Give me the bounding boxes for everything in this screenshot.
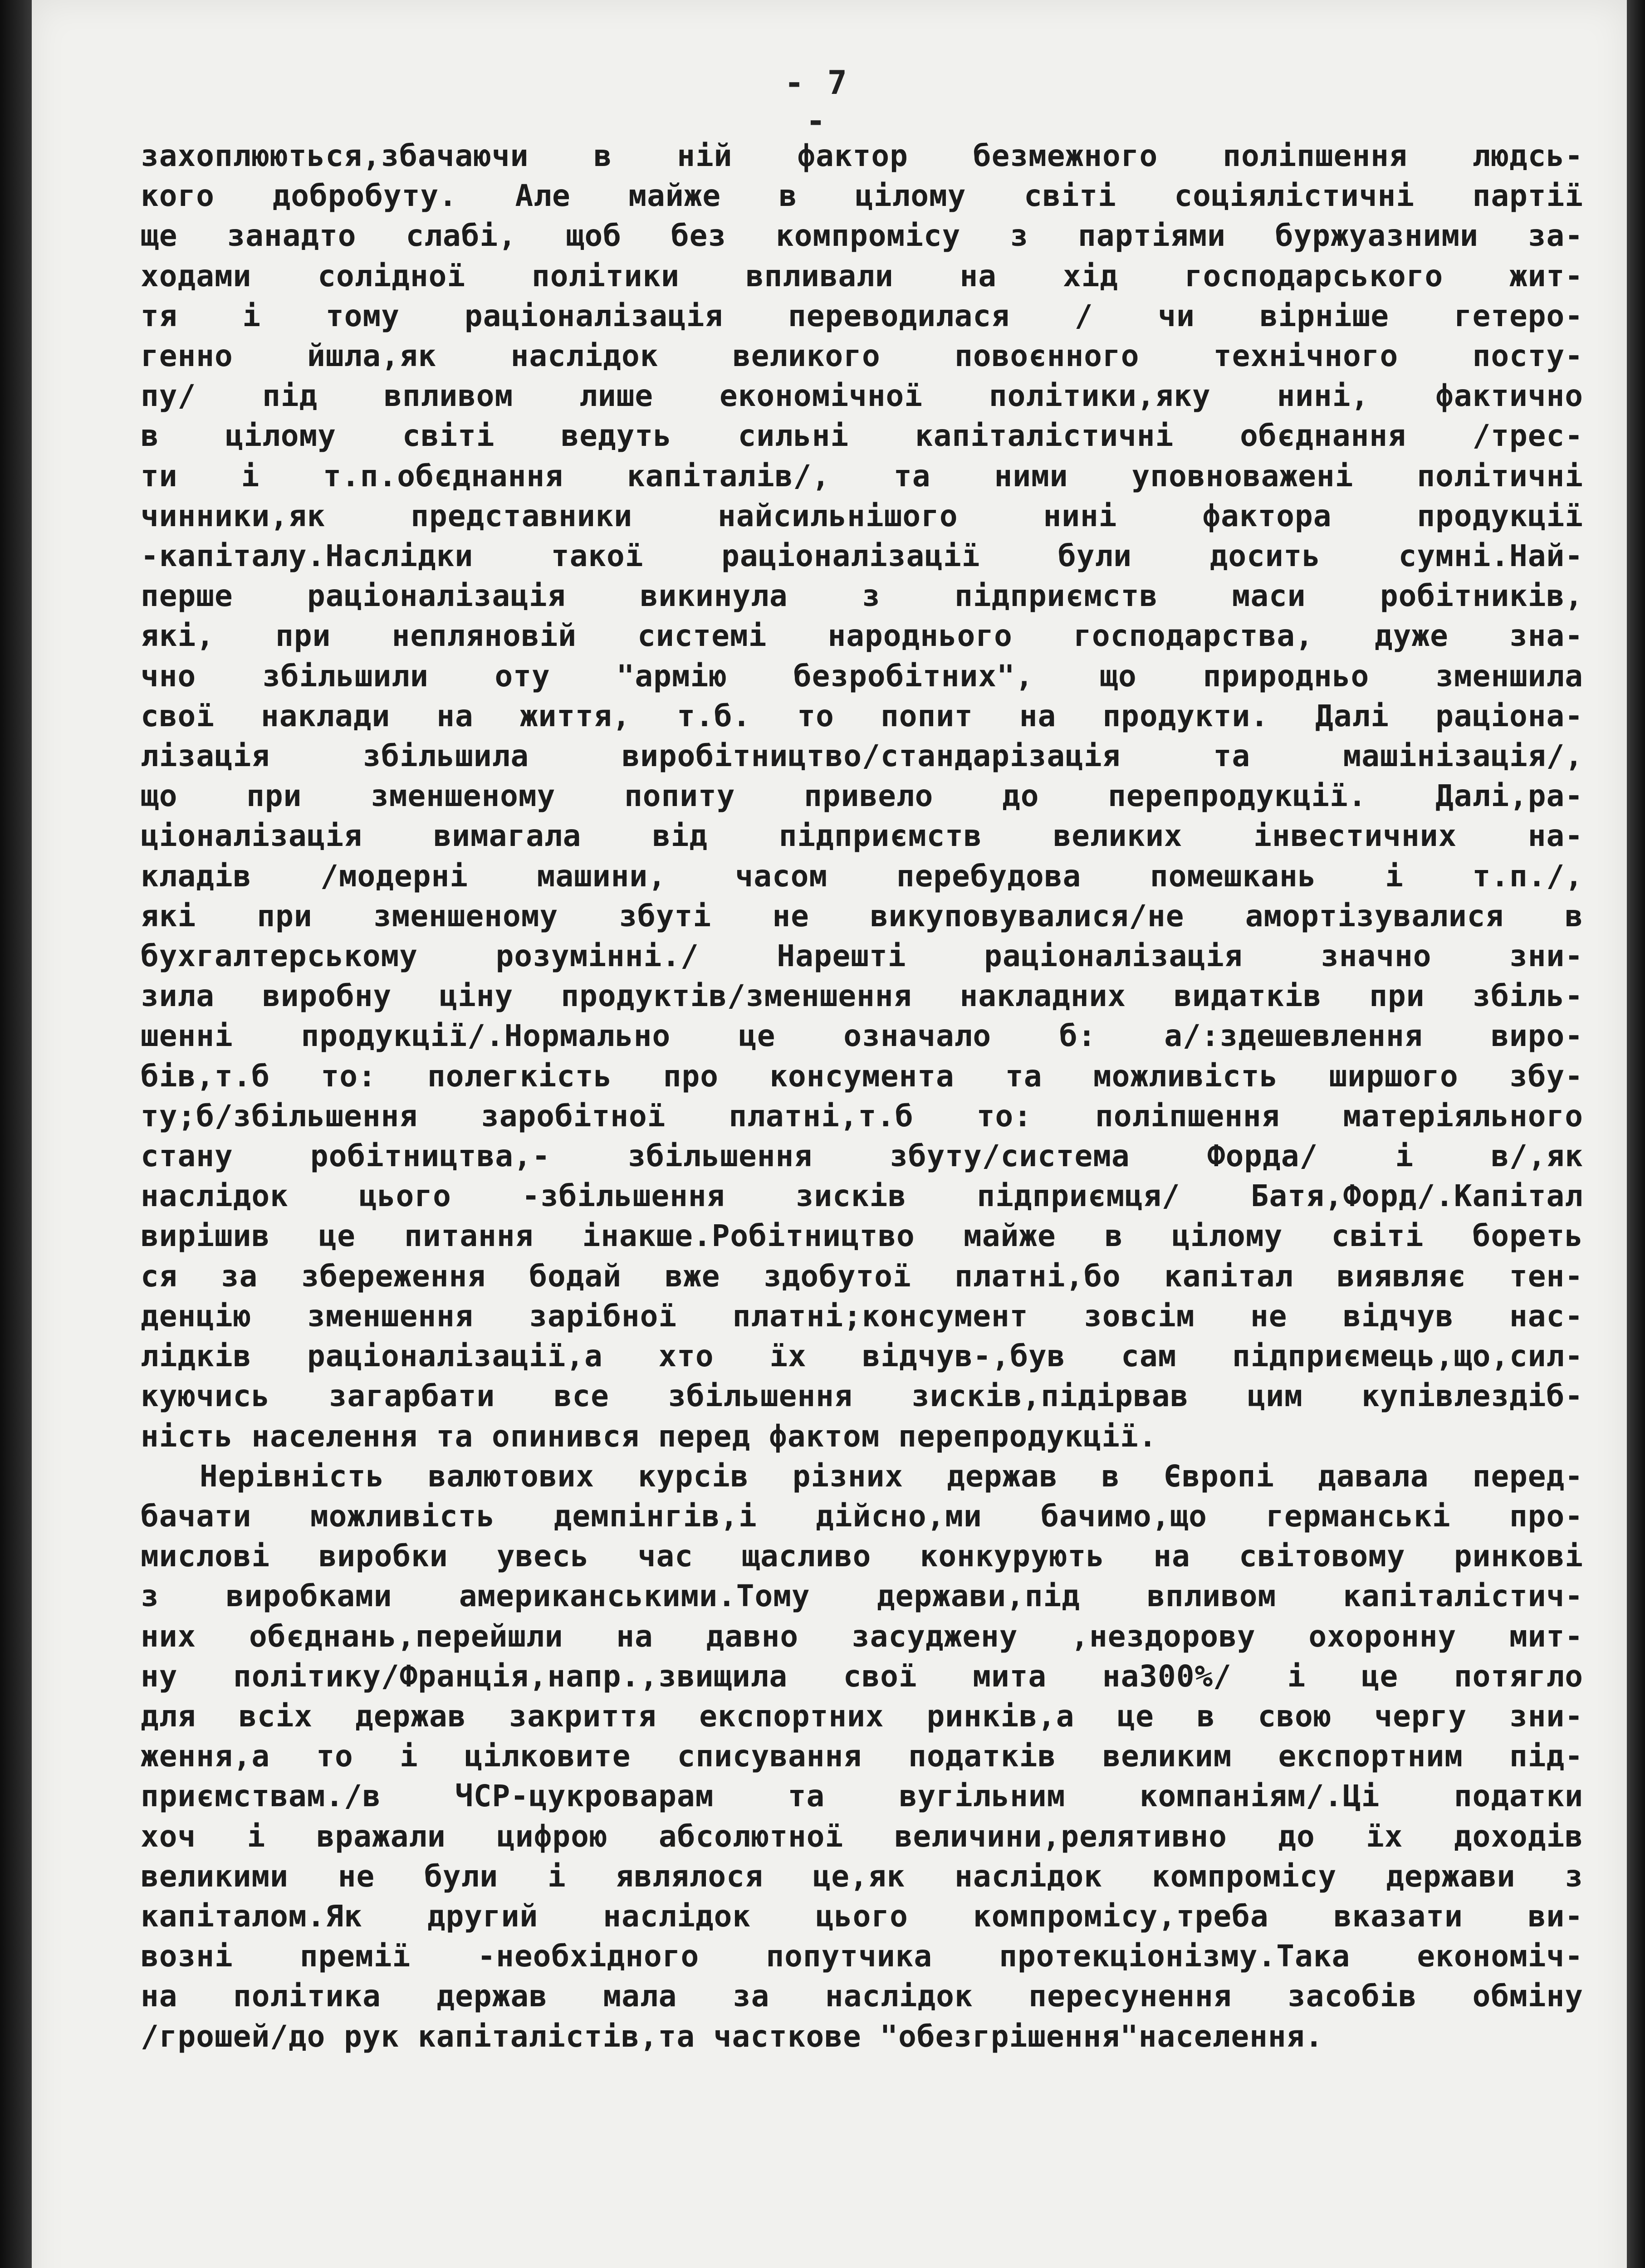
text-line: перше раціоналізація викинула з підприємств маси робітників, [141,578,1583,614]
text-line: лізація збільшила виробітництво/стандарізація та машінізація/, [141,738,1583,774]
text-line: для всіх держав закриття експортних ринків,а це в свою чергу зни- [141,1698,1583,1734]
text-line: чно збільшили оту "армію безробітних", що природньо зменшила [141,658,1583,694]
text-line: денцію зменшення зарібної платні;консумент зовсім не відчув нас- [141,1298,1583,1334]
text-line: бів,т.б то: полегкість про консумента та можливість ширшого збу- [141,1058,1583,1094]
text-line: кладів /модерні машини, часом перебудова помешкань і т.п./, [141,858,1583,894]
text-line: них обєднань,перейшли на давно засуджену ,нездорову охоронну мит- [141,1618,1583,1654]
text-line: ну політику/Франція,напр.,звищила свої мита на300%/ і це потягло [141,1658,1583,1694]
text-line: стану робітництва,- збільшення збуту/система Форда/ і в/,як [141,1139,1583,1174]
text-line: що при зменшеному попиту привело до перепродукції. Далі,ра- [141,778,1583,814]
text-line: в цілому світі ведуть сильні капіталістичні обєднання /трес- [141,418,1583,454]
text-line: вирішив це питання інакше.Робітництво майже в цілому світі бореть [141,1218,1583,1254]
text-line: -капіталу.Наслідки такої раціоналізації були досить сумні.Най- [141,538,1583,574]
text-line: ціоналізація вимагала від підприємств великих інвестичних на- [141,818,1583,854]
text-line: ність населення та опинився перед фактом перепродукції. [141,1418,1157,1454]
scan-edge-right [1627,0,1645,2268]
text-line: мислові виробки увесь час щасливо конкурують на світовому ринкові [141,1539,1583,1574]
paragraph [141,1457,1583,2057]
text-line: наслідок цього -збільшення зисків підприємця/ Батя,Форд/.Капітал [141,1178,1583,1214]
text-line: бачати можливість демпінгів,і дійсно,ми бачимо,що германські про- [141,1498,1583,1534]
text-line: які при зменшеному збуті не викуповувалися/не амортізувалися в [141,898,1583,934]
text-line: приємствам./в ЧСР-цукроварам та вугільним компаніям/.Ці податки [141,1779,1583,1814]
text-line: хоч і вражали цифрою абсолютної величини,релятивно до їх доходів [141,1818,1583,1854]
text-line: ти і т.п.обєднання капіталів/, та ними уповноважені політичні [141,458,1583,494]
text-line: возні премії -необхідного попутчика протекціонізму.Така економіч- [141,1939,1583,1974]
text-line: великими не були і являлося це,як наслідок компромісу держави з [141,1858,1583,1894]
text-line: з виробками американськими.Тому держави,під впливом капіталістич- [141,1579,1583,1614]
text-line: на політика держав мала за наслідок пересунення засобів обміну [141,1979,1583,2014]
document-page [32,0,1627,2268]
text-line: Нерівність валютових курсів різних держав в Європі давала перед- [200,1458,1583,1494]
text-line: свої наклади на життя, т.б. то попит на продукти. Далі раціона- [141,698,1583,733]
text-line: ся за збереження бодай вже здобутої платні,бо капітал виявляє тен- [141,1258,1583,1294]
text-line: ження,а то і цілковите списування податків великим експортним під- [141,1739,1583,1774]
text-line: ще занадто слабі, щоб без компромісу з партіями буржуазними за- [141,218,1583,254]
text-line: пу/ під впливом лише економічної політики,яку нині, фактично [141,378,1583,414]
text-line: ходами солідної політики впливали на хід господарського жит- [141,258,1583,293]
text-line: бухгалтерському розумінні./ Нарешті раціоналізація значно зни- [141,938,1583,974]
text-line: ту;б/збільшення заробітної платні,т.б то: поліпшення матеріяльного [141,1098,1583,1134]
text-line: лідків раціоналізації,а хто їх відчув-,був сам підприємець,що,сил- [141,1339,1583,1374]
text-line: генно йшла,як наслідок великого повоєнного технічного посту- [141,338,1583,374]
text-line: тя і тому раціоналізація переводилася / чи вірніше гетеро- [141,298,1583,333]
text-line: захоплюються,збачаючи в ній фактор безмежного поліпшення людсь- [141,138,1583,173]
text-line: /грошей/до рук капіталістів,та часткове "обезгрішення"населення. [141,2019,1324,2054]
typewritten-body [141,136,1583,2057]
scan-edge-left [0,0,32,2268]
text-line: які, при непляновій системі народнього господарства, дуже зна- [141,618,1583,654]
text-line: капіталом.Як другий наслідок цього компромісу,треба вказати ви- [141,1898,1583,1934]
page-number: - 7 - [784,64,849,140]
text-line: шенні продукції/.Нормально це означало б: а/:здешевлення виро- [141,1018,1583,1054]
text-line: куючись загарбати все збільшення зисків,підірвав цим купівлездіб- [141,1378,1583,1414]
text-line: кого добробуту. Але майже в цілому світі соціялістичні партії [141,178,1583,214]
text-line: зила виробну ціну продуктів/зменшення накладних видатків при збіль- [141,978,1583,1014]
text-line: чинники,як представники найсильнішого нині фактора продукції [141,498,1583,533]
paragraph [141,136,1583,1457]
